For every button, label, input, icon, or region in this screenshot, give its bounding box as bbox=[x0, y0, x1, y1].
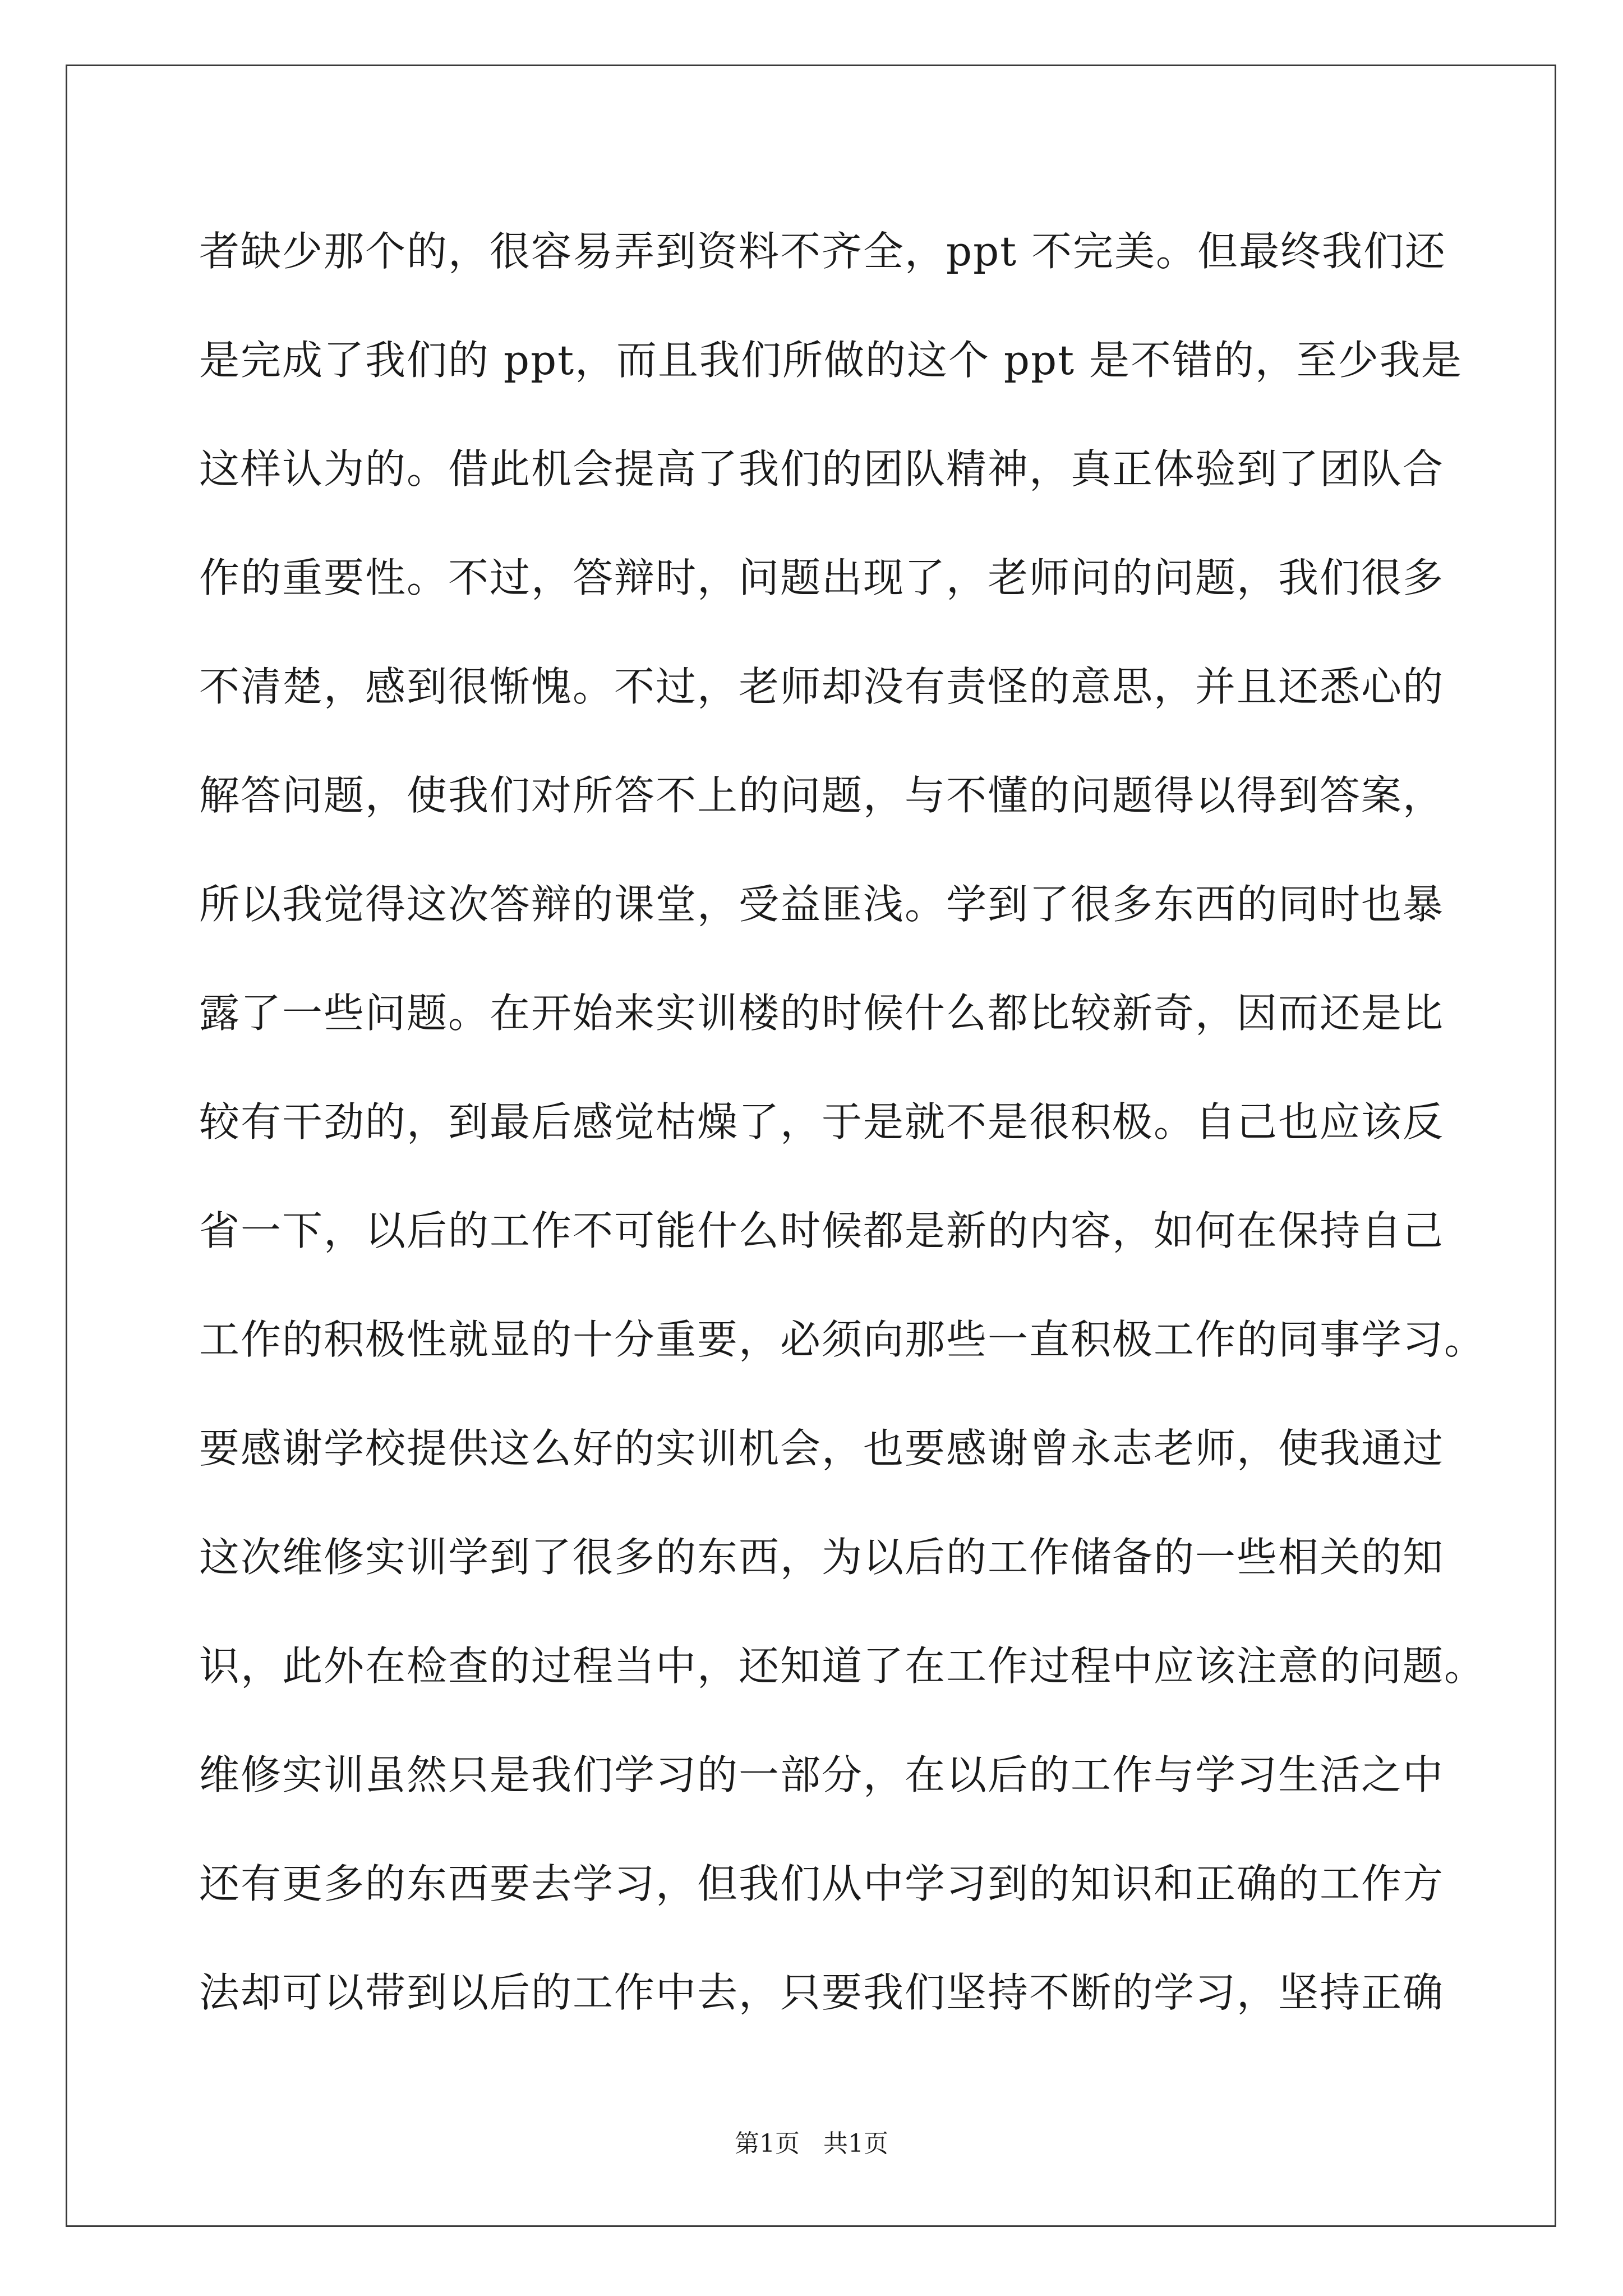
text-line: 这次维修实训学到了很多的东西，为以后的工作储备的一些相关的知 bbox=[199, 1534, 1445, 1581]
text-line: 维修实训虽然只是我们学习的一部分，在以后的工作与学习生活之中 bbox=[199, 1751, 1445, 1798]
text-line: 工作的积极性就显的十分重要，必须向那些一直积极工作的同事学习。 bbox=[199, 1316, 1486, 1363]
document-body bbox=[199, 208, 1486, 2058]
text-line: 露了一些问题。在开始来实训楼的时候什么都比较新奇，因而还是比 bbox=[199, 990, 1445, 1037]
text-line: 还有更多的东西要去学习，但我们从中学习到的知识和正确的工作方 bbox=[199, 1860, 1445, 1907]
text-line: 省一下，以后的工作不可能什么时候都是新的内容，如何在保持自己 bbox=[199, 1207, 1445, 1254]
text-line: 较有干劲的，到最后感觉枯燥了，于是就不是很积极。自己也应该反 bbox=[199, 1098, 1445, 1145]
text-line: 作的重要性。不过，答辩时，问题出现了，老师问的问题，我们很多 bbox=[199, 554, 1445, 601]
text-line: 者缺少那个的，很容易弄到资料不齐全，ppt 不完美。但最终我们还 bbox=[199, 228, 1447, 275]
text-line: 法却可以带到以后的工作中去，只要我们坚持不断的学习，坚持正确 bbox=[199, 1969, 1445, 2016]
text-line: 这样认为的。借此机会提高了我们的团队精神，真正体验到了团队合 bbox=[199, 445, 1445, 493]
page-number-footer: 第1页 共1页 bbox=[735, 2129, 888, 2158]
text-line: 要感谢学校提供这么好的实训机会，也要感谢曾永志老师，使我通过 bbox=[199, 1425, 1445, 1472]
text-line: 所以我觉得这次答辩的课堂，受益匪浅。学到了很多东西的同时也暴 bbox=[199, 881, 1445, 928]
text-line: 不清楚，感到很惭愧。不过，老师却没有责怪的意思，并且还悉心的 bbox=[199, 663, 1445, 710]
text-line: 识，此外在检查的过程当中，还知道了在工作过程中应该注意的问题。 bbox=[199, 1642, 1486, 1690]
text-line: 是完成了我们的 ppt，而且我们所做的这个 ppt 是不错的，至少我是 bbox=[199, 337, 1463, 384]
text-line: 解答问题，使我们对所答不上的问题，与不懂的问题得以得到答案， bbox=[199, 772, 1445, 819]
